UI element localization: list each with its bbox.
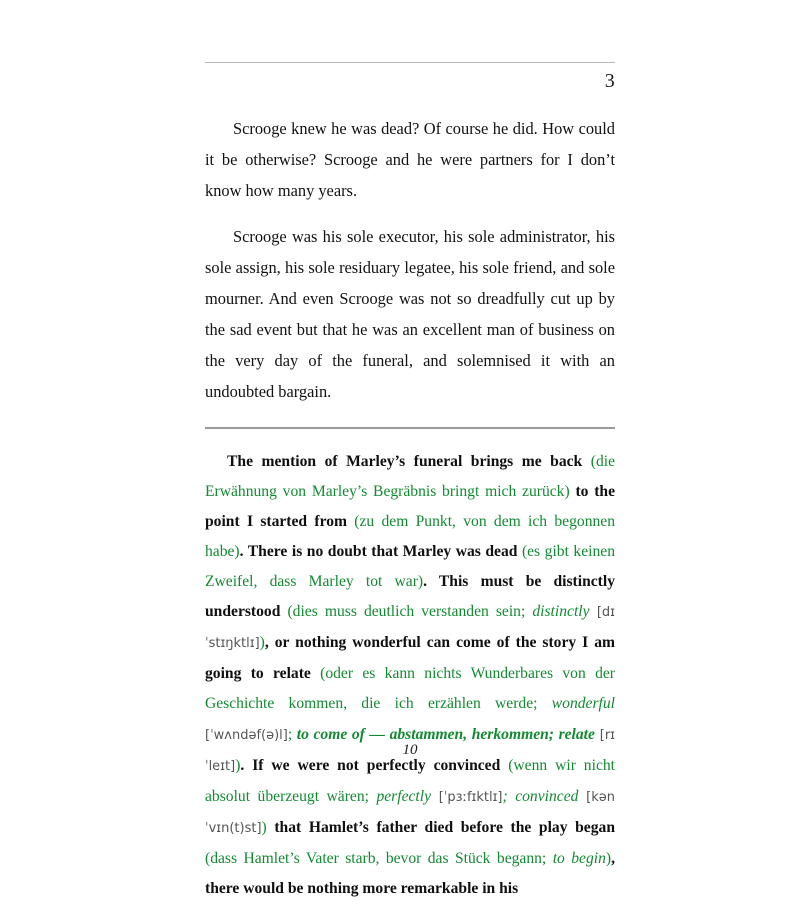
bilingual-segment-de: (zu dem Punkt, von dem ich begonnen habe) [205,513,616,560]
bilingual-segment-de: ; [287,726,297,743]
bilingual-segment-ipa: [dɪˈstɪŋktlɪ] [205,605,615,651]
bilingual-segment-de: (die Erwähnung von Marley’s Begräbnis bringt mich zurück) [205,453,615,500]
bilingual-segment-en: . There is no doubt that Marley was dead [239,543,522,560]
bilingual-segment-ipa: [kənˈvɪn(t)st] [205,790,615,836]
bilingual-segment-de: ) [605,850,612,867]
header-divider [205,62,615,63]
body-paragraph: Scrooge was his sole executor, his sole administrator, his sole assign, his sole residuary legatee, his sole friend, and sole mourner. And even Scrooge was not so dreadfully cut up by the sad event but that he was an excellent man of business on the very day of the funeral, and solemnised it with an undoubted bargain. [205,227,615,401]
bilingual-segment-de-i: distinctly [532,603,590,620]
bilingual-segment-de: (es gibt keinen Zweifel, dass Marley tot war) [205,543,615,590]
bilingual-segment-en: , or nothing wonderful can come of the story I am going to relate [205,634,615,682]
bilingual-segment-de: (oder es kann nichts Wunderbares von der Geschichte kommen, die ich erzählen werde; [205,665,615,712]
bilingual-paragraph [205,447,615,904]
bilingual-segment-de: ) [235,757,241,774]
body-paragraph: Scrooge knew he was dead? Of course he did. How could it be otherwise? Scrooge and he were partners for I don’t know how many years. [205,119,615,200]
bilingual-segment-en: . This must be distinctly understood [205,573,615,620]
bilingual-segment-de-i: perfectly [376,788,432,805]
bilingual-segment-de: (dass Hamlet’s Vater starb, bevor das Stück begann; [205,850,553,867]
bilingual-segment-en: The mention of Marley’s funeral brings me back [227,453,591,470]
bilingual-segment-en: . If we were not perfectly convinced [240,757,509,774]
chapter-number: 3 [604,70,615,92]
bilingual-segment-de-bi: to come of — abstammen, herkommen; relate [296,726,595,743]
bilingual-segment-de: (dies muss deutlich verstanden sein; [287,603,533,620]
bilingual-segment-de-i: ; convinced [502,788,579,805]
bilingual-segment-ipa: [rɪˈleɪt] [205,728,616,774]
bilingual-segment-en: that Hamlet’s father died before the play began [266,819,615,836]
bilingual-segment-en: to the point I started from [205,483,616,530]
bilingual-segment-de-i: wonderful [551,695,615,712]
bilingual-segment-en: , there would be nothing more remarkable in his [205,850,615,897]
page-content [205,62,615,904]
bilingual-segment-ipa: [ˈpɜːfɪktlɪ] [431,790,503,805]
bilingual-segment-ipa: [ˈwʌndəf(ə)l] [205,728,288,743]
bilingual-segment-de: ) [259,634,265,651]
section-divider [205,427,615,429]
bilingual-segment-de-i: to begin [552,850,606,867]
bilingual-segment-de: ) [261,819,267,836]
page-number: 10 [402,742,418,758]
bilingual-segment-de: (wenn wir nicht absolut überzeugt wären; [205,757,615,805]
